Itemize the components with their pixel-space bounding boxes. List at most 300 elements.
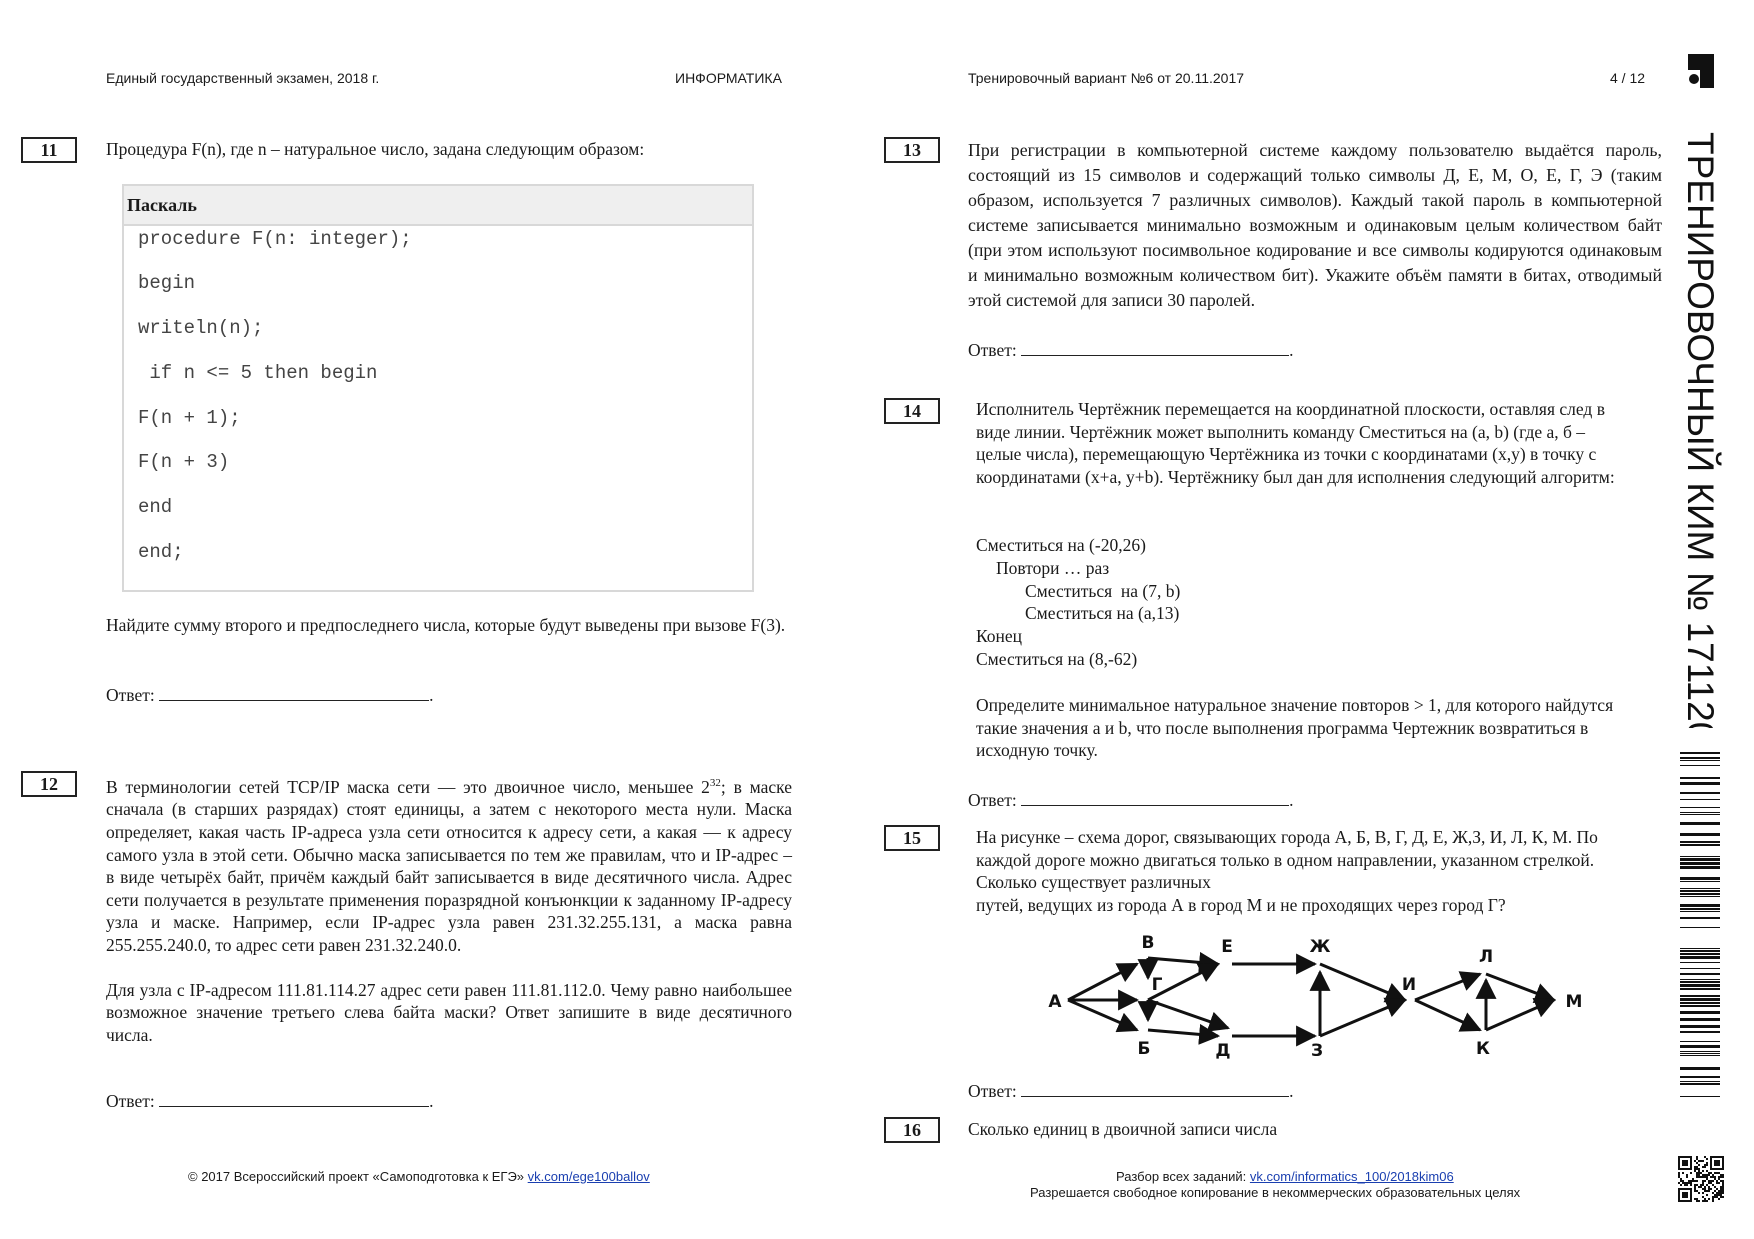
qr-module	[1678, 1196, 1680, 1198]
node-label: В	[1141, 933, 1155, 953]
barcode-bar	[1680, 1096, 1720, 1097]
qr-module	[1718, 1190, 1720, 1192]
qr-module	[1700, 1176, 1702, 1178]
barcode-bar	[1680, 1018, 1720, 1021]
qr-module	[1690, 1180, 1692, 1182]
qr-module	[1710, 1166, 1712, 1168]
algo-line: Конец	[976, 626, 1023, 646]
qr-module	[1684, 1200, 1686, 1202]
qr-module	[1698, 1160, 1700, 1162]
qr-module	[1694, 1160, 1696, 1162]
barcode-bar	[1680, 917, 1720, 919]
qr-module	[1716, 1180, 1718, 1182]
qr-module	[1680, 1156, 1682, 1158]
qr-module	[1704, 1200, 1706, 1202]
qr-module	[1696, 1200, 1698, 1202]
qr-module	[1718, 1178, 1720, 1180]
qr-module	[1688, 1188, 1690, 1190]
qr-module	[1678, 1176, 1680, 1178]
logo-icon	[1688, 54, 1714, 88]
qr-module	[1722, 1180, 1724, 1182]
qr-module	[1722, 1164, 1724, 1166]
qr-module	[1678, 1190, 1680, 1192]
qr-module	[1688, 1156, 1690, 1158]
qr-module	[1718, 1172, 1720, 1174]
task-13-text: При регистрации в компьютерной системе каждому пользователю выдаётся пароль, состоящий из 15 символов и содержащий только символы Д, Е, М, О, Е, Г, Э (таким образом, используется 7 различных символов). Каждый такой пароль в компьютерной системе записывается минимально возможным и одинаковым целым количеством байт (при этом используют посимвольное кодирование и все символы кодируются одинаковым и минимально возможным количеством бит). Укажите объём памяти в битах, отводимый этой системой для записи 30 паролей.	[968, 140, 1662, 310]
qr-module	[1718, 1160, 1720, 1162]
qr-module	[1708, 1174, 1710, 1176]
qr-module	[1682, 1196, 1684, 1198]
barcode-bar	[1680, 752, 1720, 754]
qr-module	[1682, 1164, 1684, 1166]
barcode-bar	[1680, 1081, 1720, 1082]
qr-module	[1716, 1188, 1718, 1190]
barcode-bar	[1680, 908, 1720, 910]
qr-module	[1678, 1162, 1680, 1164]
qr-module	[1720, 1174, 1722, 1176]
qr-module	[1678, 1172, 1680, 1174]
qr-module	[1706, 1170, 1708, 1172]
side-title-text: ТРЕНИРОВОЧНЫЙ КИМ № 171120	[1680, 132, 1721, 728]
barcode-bar	[1680, 765, 1720, 766]
qr-module	[1710, 1160, 1712, 1162]
qr-module	[1716, 1168, 1718, 1170]
footer-right-link[interactable]: vk.com/informatics_100/2018kim06	[1249, 1169, 1454, 1184]
qr-module	[1718, 1162, 1720, 1164]
qr-module	[1690, 1162, 1692, 1164]
qr-module	[1690, 1184, 1692, 1186]
footer-left-link[interactable]: vk.com/ege100ballov	[527, 1169, 650, 1184]
qr-module	[1710, 1162, 1712, 1164]
qr-module	[1720, 1188, 1722, 1190]
barcode-bar	[1680, 858, 1720, 861]
answer-line[interactable]	[159, 686, 429, 701]
qr-module	[1704, 1176, 1706, 1178]
barcode-bar	[1680, 799, 1720, 800]
qr-module	[1714, 1164, 1716, 1166]
barcode-bar	[1680, 777, 1720, 779]
qr-module	[1694, 1198, 1696, 1200]
node-label: К	[1476, 1039, 1490, 1059]
qr-module	[1682, 1182, 1684, 1184]
qr-module	[1708, 1198, 1710, 1200]
qr-module	[1706, 1200, 1708, 1202]
qr-module	[1694, 1168, 1696, 1170]
qr-module	[1704, 1188, 1706, 1190]
qr-module	[1698, 1200, 1700, 1202]
qr-module	[1702, 1170, 1704, 1172]
qr-module	[1688, 1200, 1690, 1202]
qr-module	[1694, 1166, 1696, 1168]
qr-module	[1702, 1192, 1704, 1194]
qr-module	[1690, 1196, 1692, 1198]
qr-module	[1678, 1194, 1680, 1196]
qr-module	[1680, 1188, 1682, 1190]
qr-module	[1684, 1164, 1686, 1166]
qr-module	[1684, 1182, 1686, 1184]
qr-module	[1706, 1174, 1708, 1176]
task-13-answer: Ответ: .	[968, 340, 1294, 360]
qr-module	[1718, 1194, 1720, 1196]
qr-module	[1686, 1184, 1688, 1186]
code-line: end	[138, 496, 173, 518]
barcode-bar	[1680, 948, 1720, 949]
answer-line[interactable]	[1021, 341, 1289, 356]
qr-module	[1714, 1172, 1716, 1174]
qr-module	[1680, 1184, 1682, 1186]
qr-module	[1694, 1184, 1696, 1186]
qr-module	[1718, 1182, 1720, 1184]
node-label: Г	[1151, 975, 1163, 995]
code-line: begin	[138, 272, 196, 294]
answer-label: Ответ:	[968, 790, 1017, 810]
barcode-bar	[1680, 866, 1720, 869]
task-14-number: 14	[884, 398, 940, 424]
barcode-bar	[1680, 1002, 1720, 1004]
code-title: Паскаль	[124, 186, 752, 226]
barcode-bar	[1680, 862, 1720, 865]
qr-module	[1680, 1168, 1682, 1170]
qr-module	[1716, 1162, 1718, 1164]
qr-module	[1712, 1184, 1714, 1186]
task-12-p1b: ; в маске сначала (в старших разрядах) стоят единицы, а затем с некоторого места нули. Маска определяет, какая часть IP-адреса узла сети относится к адресу сети, а какая — к адресу самого узла в этой сети. Обычно маска записывается по тем же правилам, что и IP-адрес – в виде четырёх байт, причём каждый байт записывается в виде десятичного числа. Адрес сети получается в результате применения поразрядной конъюнкции к заданному IP-адресу узла и маске. Например, если IP-адрес узла равен 231.32.255.131, а маска равна 255.255.240.0, то адрес сети равен 231.32.240.0.	[106, 776, 793, 955]
task-12-number: 12	[21, 771, 77, 797]
barcode-bar	[1680, 807, 1720, 808]
task-14-answer: Ответ: .	[968, 790, 1294, 810]
footer-left	[188, 1169, 650, 1184]
task-15-answer: Ответ: .	[968, 1081, 1294, 1101]
qr-module	[1684, 1192, 1686, 1194]
header-exam: Единый государственный экзамен, 2018 г.	[106, 70, 380, 86]
qr-module	[1722, 1182, 1724, 1184]
qr-module	[1678, 1166, 1680, 1168]
qr-module	[1716, 1172, 1718, 1174]
qr-module	[1690, 1194, 1692, 1196]
qr-module	[1702, 1174, 1704, 1176]
algo-line: Сместиться на (-20,26)	[976, 535, 1146, 555]
qr-module	[1710, 1188, 1712, 1190]
qr-module	[1682, 1172, 1684, 1174]
barcode-bar	[1680, 1067, 1720, 1070]
barcode-bar	[1680, 890, 1720, 892]
qr-module	[1694, 1186, 1696, 1188]
qr-module	[1716, 1160, 1718, 1162]
barcode-bar	[1680, 881, 1720, 882]
qr-module	[1722, 1186, 1724, 1188]
qr-module	[1694, 1170, 1696, 1172]
qr-module	[1696, 1162, 1698, 1164]
qr-module	[1720, 1186, 1722, 1188]
qr-module	[1696, 1180, 1698, 1182]
task-13-number: 13	[884, 137, 940, 163]
qr-module	[1686, 1162, 1688, 1164]
qr-module	[1686, 1174, 1688, 1176]
qr-module	[1684, 1196, 1686, 1198]
qr-module	[1712, 1192, 1714, 1194]
qr-module	[1684, 1156, 1686, 1158]
qr-module	[1696, 1176, 1698, 1178]
barcode	[1680, 752, 1720, 1097]
qr-module	[1686, 1194, 1688, 1196]
qr-module	[1714, 1160, 1716, 1162]
qr-module	[1696, 1156, 1698, 1158]
barcode-bar	[1680, 1041, 1720, 1042]
qr-module	[1704, 1164, 1706, 1166]
qr-module	[1712, 1196, 1714, 1198]
qr-module	[1718, 1198, 1720, 1200]
qr-module	[1712, 1180, 1714, 1182]
qr-module	[1712, 1198, 1714, 1200]
task-16-text: Сколько единиц в двоичной записи числа	[968, 1119, 1278, 1139]
barcode-bar	[1680, 995, 1720, 997]
qr-module	[1690, 1164, 1692, 1166]
barcode-bar	[1680, 927, 1720, 928]
qr-module	[1686, 1160, 1688, 1162]
qr-module	[1702, 1166, 1704, 1168]
task-15-text	[976, 826, 1656, 916]
qr-module	[1710, 1156, 1712, 1158]
header-page: 4 / 12	[1610, 70, 1646, 86]
qr-module	[1692, 1178, 1694, 1180]
algo-line: Повтори … раз	[996, 558, 1110, 578]
qr-module	[1720, 1192, 1722, 1194]
qr-module	[1704, 1180, 1706, 1182]
qr-module	[1682, 1160, 1684, 1162]
barcode-bar	[1680, 896, 1720, 897]
algo-line: Сместиться на (a,13)	[1025, 603, 1180, 623]
qr-module	[1684, 1162, 1686, 1164]
qr-module	[1686, 1188, 1688, 1190]
qr-module	[1678, 1182, 1680, 1184]
qr-module	[1678, 1168, 1680, 1170]
barcode-bar	[1680, 760, 1720, 761]
barcode-bar	[1680, 814, 1720, 815]
qr-module	[1686, 1156, 1688, 1158]
qr-module	[1716, 1192, 1718, 1194]
qr-module	[1690, 1190, 1692, 1192]
qr-module	[1694, 1188, 1696, 1190]
qr-module	[1704, 1156, 1706, 1158]
qr-module	[1702, 1184, 1704, 1186]
qr-module	[1718, 1168, 1720, 1170]
task-11-number: 11	[21, 137, 77, 163]
qr-module	[1678, 1160, 1680, 1162]
qr-module	[1704, 1190, 1706, 1192]
barcode-bar	[1680, 968, 1720, 969]
qr-module	[1690, 1168, 1692, 1170]
barcode-bar	[1680, 812, 1720, 813]
answer-label: Ответ:	[968, 1081, 1017, 1101]
barcode-bar	[1680, 950, 1720, 952]
side-title	[1678, 128, 1724, 728]
qr-module	[1690, 1182, 1692, 1184]
barcode-bar	[1680, 953, 1720, 955]
qr-module	[1706, 1184, 1708, 1186]
task-12-answer: Ответ: .	[106, 1091, 434, 1111]
code-line: if n <= 5 then begin	[138, 362, 378, 384]
qr-module	[1714, 1196, 1716, 1198]
barcode-bar	[1680, 877, 1720, 880]
qr-module	[1678, 1198, 1680, 1200]
qr-module	[1714, 1162, 1716, 1164]
qr-module	[1702, 1188, 1704, 1190]
qr-module	[1690, 1158, 1692, 1160]
qr-module	[1698, 1164, 1700, 1166]
qr-module	[1702, 1160, 1704, 1162]
qr-module	[1722, 1184, 1724, 1186]
qr-module	[1716, 1164, 1718, 1166]
code-line: writeln(n);	[138, 317, 264, 339]
barcode-bar	[1680, 1051, 1720, 1052]
node-label: А	[1048, 992, 1062, 1012]
barcode-bar	[1680, 981, 1720, 983]
qr-module	[1720, 1176, 1722, 1178]
qr-module	[1706, 1162, 1708, 1164]
barcode-bar	[1680, 988, 1720, 990]
qr-module	[1678, 1156, 1680, 1158]
qr-module	[1696, 1158, 1698, 1160]
answer-line[interactable]	[1021, 791, 1289, 806]
qr-module	[1694, 1180, 1696, 1182]
qr-module	[1688, 1168, 1690, 1170]
qr-module	[1720, 1156, 1722, 1158]
barcode-bar	[1680, 984, 1720, 987]
qr-module	[1690, 1172, 1692, 1174]
task-11-question: Найдите сумму второго и предпоследнего числа, которые будут выведены при вызове F(3).	[106, 615, 786, 635]
qr-module	[1716, 1182, 1718, 1184]
node-label: Ж	[1309, 937, 1331, 957]
code-line: procedure F(n: integer);	[138, 228, 412, 250]
qr-module	[1702, 1180, 1704, 1182]
code-block	[122, 184, 754, 592]
qr-module	[1708, 1188, 1710, 1190]
node-label: Б	[1137, 1039, 1151, 1059]
task-15-number: 15	[884, 825, 940, 851]
barcode-bar	[1680, 962, 1720, 963]
barcode-bar	[1680, 1055, 1720, 1056]
qr-module	[1686, 1182, 1688, 1184]
algo-line: Сместиться на (8,-62)	[976, 649, 1138, 669]
qr-module	[1706, 1158, 1708, 1160]
qr-module	[1706, 1176, 1708, 1178]
qr-module	[1722, 1168, 1724, 1170]
footer-right-text: Разбор всех заданий:	[1116, 1169, 1247, 1184]
qr-module	[1712, 1168, 1714, 1170]
qr-module	[1714, 1176, 1716, 1178]
qr-module	[1712, 1156, 1714, 1158]
barcode-bar	[1680, 856, 1720, 857]
qr-module	[1682, 1162, 1684, 1164]
answer-line[interactable]	[1021, 1082, 1289, 1097]
barcode-bar	[1680, 1045, 1720, 1048]
qr-module	[1700, 1184, 1702, 1186]
qr-module	[1712, 1200, 1714, 1202]
qr-module	[1722, 1188, 1724, 1190]
qr-module	[1708, 1190, 1710, 1192]
qr-module	[1682, 1194, 1684, 1196]
qr-module	[1692, 1180, 1694, 1182]
qr-module	[1706, 1164, 1708, 1166]
barcode-bar	[1680, 833, 1720, 836]
qr-module	[1682, 1168, 1684, 1170]
barcode-bar	[1680, 893, 1720, 895]
qr-module	[1706, 1194, 1708, 1196]
qr-module	[1690, 1156, 1692, 1158]
barcode-bar	[1680, 1053, 1720, 1054]
qr-module	[1680, 1178, 1682, 1180]
qr-module	[1714, 1194, 1716, 1196]
qr-module	[1708, 1182, 1710, 1184]
qr-module	[1698, 1186, 1700, 1188]
qr-module	[1696, 1174, 1698, 1176]
qr-module	[1684, 1160, 1686, 1162]
qr-module	[1682, 1192, 1684, 1194]
task-12-p1a: В терминологии сетей TCP/IP маска сети — это двоичное число, меньшее 2	[106, 776, 710, 797]
task-15-text2: путей, ведущих из города А в город М и не проходящих через город Г?	[976, 894, 1506, 915]
qr-module	[1698, 1176, 1700, 1178]
task-14-question: Определите минимальное натуральное значение повторов > 1, для которого найдутся такие значения a и b, что после выполнения программа Чертежник возвратиться в исходную точку.	[976, 695, 1614, 761]
qr-module	[1698, 1172, 1700, 1174]
qr-module	[1706, 1190, 1708, 1192]
qr-module	[1710, 1180, 1712, 1182]
qr-module	[1722, 1174, 1724, 1176]
qr-module	[1678, 1164, 1680, 1166]
qr-module	[1722, 1162, 1724, 1164]
qr-module	[1722, 1192, 1724, 1194]
qr-module	[1686, 1176, 1688, 1178]
qr-module	[1682, 1180, 1684, 1182]
barcode-bar	[1680, 998, 1720, 1001]
qr-module	[1718, 1156, 1720, 1158]
task-12-sup: 32	[709, 777, 721, 789]
task-11-intro: Процедура F(n), где n – натуральное число, задана следующим образом:	[106, 139, 645, 159]
qr-module	[1710, 1168, 1712, 1170]
header-subject: ИНФОРМАТИКА	[675, 70, 782, 86]
qr-module	[1696, 1184, 1698, 1186]
qr-module	[1712, 1176, 1714, 1178]
qr-module	[1704, 1198, 1706, 1200]
qr-module	[1690, 1166, 1692, 1168]
qr-module	[1720, 1190, 1722, 1192]
answer-label: Ответ:	[968, 340, 1017, 360]
qr-code	[1678, 1156, 1724, 1202]
qr-module	[1678, 1200, 1680, 1202]
task-15-text1: На рисунке – схема дорог, связывающих города А, Б, В, Г, Д, Е, Ж,З, И, Л, К, М. По каждой дороге можно двигаться только в одном направлении, указанном стрелкой. Сколько существует различных	[976, 827, 1598, 893]
qr-module	[1698, 1174, 1700, 1176]
qr-module	[1690, 1198, 1692, 1200]
qr-module	[1698, 1192, 1700, 1194]
qr-module	[1702, 1200, 1704, 1202]
task-12-p2: Для узла с IP-адресом 111.81.114.27 адрес сети равен 111.81.112.0. Чему равно наибольшее возможное значение третьего слева байта маски? Ответ запишите в виде десятичного числа.	[106, 979, 792, 1045]
answer-label: Ответ:	[106, 685, 155, 705]
code-line: F(n + 1);	[138, 407, 241, 429]
node-label: М	[1565, 992, 1583, 1012]
qr-module	[1686, 1192, 1688, 1194]
footer-left-text: © 2017 Всероссийский проект «Самоподготовка к ЕГЭ»	[188, 1169, 525, 1184]
qr-module	[1696, 1168, 1698, 1170]
qr-module	[1702, 1176, 1704, 1178]
qr-module	[1722, 1158, 1724, 1160]
qr-module	[1710, 1164, 1712, 1166]
qr-module	[1688, 1182, 1690, 1184]
qr-module	[1684, 1184, 1686, 1186]
qr-module	[1686, 1200, 1688, 1202]
barcode-bar	[1680, 841, 1720, 843]
barcode-bar	[1680, 956, 1720, 959]
qr-module	[1722, 1160, 1724, 1162]
answer-line[interactable]	[159, 1092, 429, 1107]
node-label: Е	[1221, 937, 1233, 957]
